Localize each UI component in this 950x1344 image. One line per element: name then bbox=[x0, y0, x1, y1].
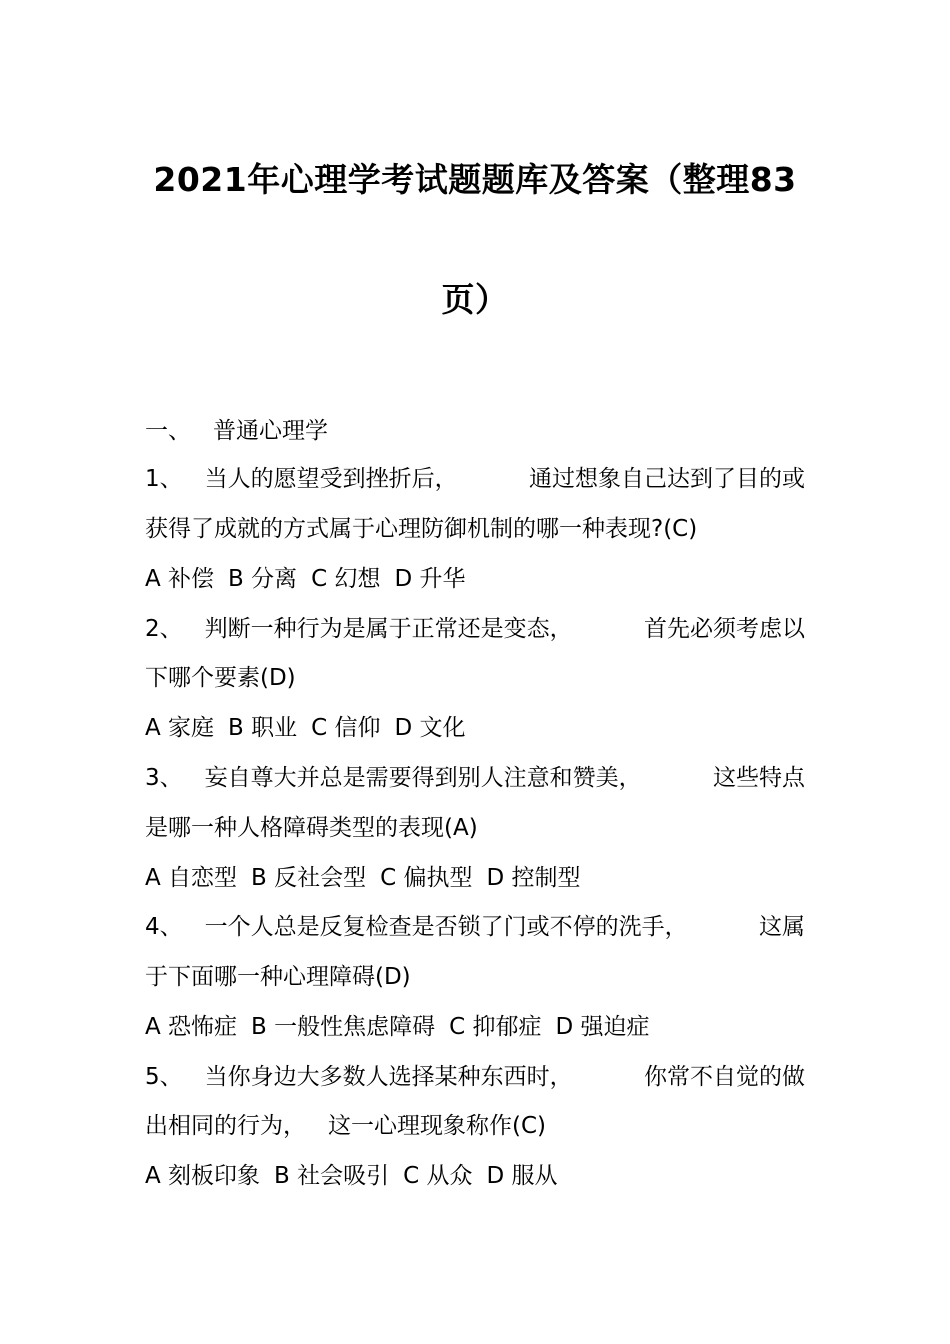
question-4-options bbox=[145, 1011, 825, 1043]
question-text: 你常不自觉的做 bbox=[644, 1064, 805, 1090]
question-3-line-1 bbox=[145, 762, 805, 794]
option-a: A 自恋型 bbox=[145, 865, 238, 891]
question-1-line-2: 获得了成就的方式属于心理防御机制的哪一种表现?(C) bbox=[145, 516, 698, 542]
question-text: 出相同的行为， bbox=[145, 1113, 306, 1139]
option-c: C 信仰 bbox=[311, 715, 381, 741]
option-b: B 分离 bbox=[228, 566, 298, 592]
question-text: 这些特点 bbox=[713, 765, 805, 791]
option-d: D 控制型 bbox=[486, 865, 581, 891]
option-b: B 一般性焦虑障碍 bbox=[251, 1014, 436, 1040]
document-title-line-1: 2021年心理学考试题题库及答案（整理83 bbox=[153, 160, 797, 199]
question-text: 判断一种行为是属于正常还是变态， bbox=[204, 616, 573, 642]
question-1-options bbox=[145, 563, 825, 595]
option-c: C 幻想 bbox=[311, 566, 381, 592]
question-4-line-2: 于下面哪一种心理障碍(D) bbox=[145, 964, 411, 990]
option-d: D 强迫症 bbox=[555, 1014, 650, 1040]
question-2-line-1 bbox=[145, 613, 805, 645]
section-name: 普通心理学 bbox=[213, 418, 328, 444]
option-b: B 社会吸引 bbox=[274, 1163, 390, 1189]
option-b: B 职业 bbox=[228, 715, 298, 741]
question-number: 1、 bbox=[145, 466, 183, 492]
option-c: C 从众 bbox=[403, 1163, 473, 1189]
section-number: 一、 bbox=[145, 418, 191, 444]
option-d: D 服从 bbox=[486, 1163, 558, 1189]
option-b: B 反社会型 bbox=[251, 865, 367, 891]
question-text: 当你身边大多数人选择某种东西时， bbox=[204, 1064, 573, 1090]
question-text: 这一心理现象称作(C) bbox=[328, 1113, 547, 1139]
question-5-line-2 bbox=[145, 1110, 825, 1142]
question-number: 2、 bbox=[145, 616, 183, 642]
option-d: D 升华 bbox=[394, 566, 466, 592]
option-c: C 抑郁症 bbox=[449, 1014, 542, 1040]
question-5-options bbox=[145, 1160, 825, 1192]
option-c: C 偏执型 bbox=[380, 865, 473, 891]
question-1-line-1 bbox=[145, 463, 805, 495]
question-number: 3、 bbox=[145, 765, 183, 791]
question-4-line-1 bbox=[145, 911, 805, 943]
question-3-line-2: 是哪一种人格障碍类型的表现(A) bbox=[145, 815, 478, 841]
question-number: 4、 bbox=[145, 914, 183, 940]
question-text: 当人的愿望受到挫折后， bbox=[204, 466, 458, 492]
question-text: 妄自尊大并总是需要得到别人注意和赞美， bbox=[204, 765, 642, 791]
option-a: A 补偿 bbox=[145, 566, 215, 592]
question-3-options bbox=[145, 862, 825, 894]
question-text: 这属 bbox=[759, 914, 805, 940]
document-title-line-2: 页） bbox=[441, 280, 509, 319]
question-text: 一个人总是反复检查是否锁了门或不停的洗手， bbox=[204, 914, 688, 940]
option-d: D 文化 bbox=[394, 715, 466, 741]
option-a: A 刻板印象 bbox=[145, 1163, 261, 1189]
question-text: 通过想象自己达到了目的或 bbox=[529, 466, 805, 492]
option-a: A 家庭 bbox=[145, 715, 215, 741]
question-number: 5、 bbox=[145, 1064, 183, 1090]
question-2-line-2: 下哪个要素(D) bbox=[145, 665, 296, 691]
option-a: A 恐怖症 bbox=[145, 1014, 238, 1040]
question-2-options bbox=[145, 712, 825, 744]
section-heading bbox=[145, 415, 825, 447]
question-5-line-1 bbox=[145, 1061, 805, 1093]
question-text: 首先必须考虑以 bbox=[644, 616, 805, 642]
